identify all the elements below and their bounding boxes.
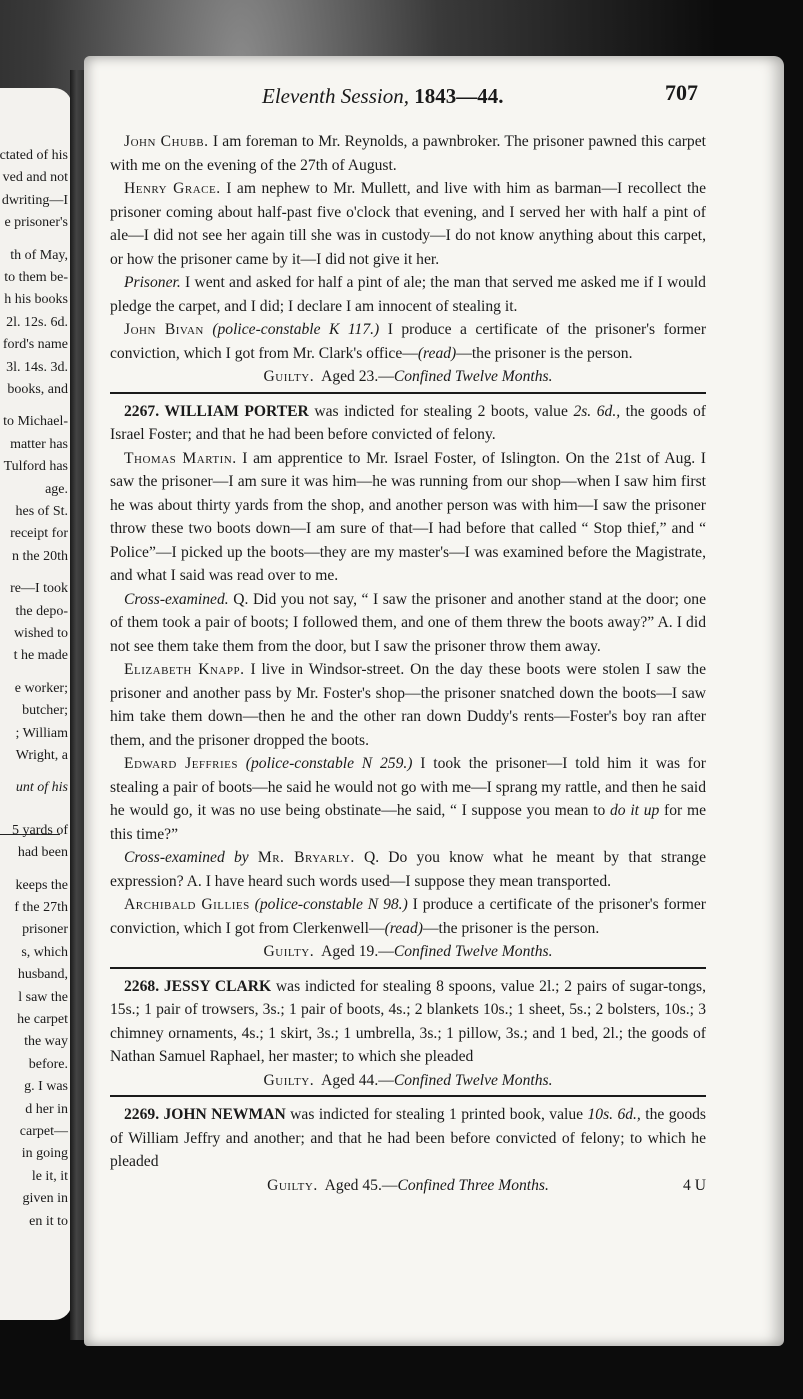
- facing-page-line: re—I took: [10, 581, 68, 597]
- facing-page-line: ved and not: [2, 170, 68, 186]
- facing-page-line: age.: [45, 481, 68, 497]
- verdict-word: Guilty.: [263, 368, 315, 385]
- facing-page-line: husband,: [17, 967, 68, 983]
- facing-page-line: dwriting—I: [1, 192, 68, 208]
- testimony-paragraph: [110, 271, 706, 318]
- page-body: [110, 130, 706, 1197]
- witness-name: Thomas Martin.: [124, 449, 237, 467]
- testimony-text: Q. Did you not say, “ I saw the prisoner and another stand at the door; one of them took a pair of boots; I followed them, and one of them threw the boots away?” A. I did not see them take them from the door, but I saw the prisoner throw them away.: [110, 590, 706, 655]
- read-note: (read): [417, 344, 457, 362]
- testimony-text: I produce a certificate of the prisoner's former conviction, which I got from Clerkenwell—: [110, 896, 706, 937]
- page-header: [84, 80, 784, 120]
- facing-page-line: ; William: [15, 725, 68, 741]
- testimony-text: —the prisoner is the person.: [456, 344, 633, 362]
- testimony-text: —the prisoner is the person.: [422, 919, 600, 937]
- case-intro: [110, 975, 706, 1069]
- facing-page-line: l saw the: [18, 989, 68, 1005]
- facing-page-line: receipt for: [10, 526, 68, 542]
- facing-page-line: keeps the: [15, 877, 68, 893]
- facing-page-left: [0, 88, 72, 1320]
- facing-page-line: carpet—: [19, 1124, 68, 1139]
- case-divider: [110, 392, 706, 394]
- facing-page-line: ctated of his: [0, 148, 68, 163]
- testimony-text: I produce a certificate of the prisoner's former conviction, which I got from Mr. Clark's office—: [110, 321, 707, 362]
- facing-page-line: he carpet: [17, 1012, 68, 1027]
- printer-signature: 4 U: [683, 1176, 706, 1194]
- cross-exam-label: Cross-examined by: [124, 849, 249, 866]
- witness-role: (police-constable N 98.): [254, 896, 408, 913]
- case-text: was indicted for stealing 1 printed book, value: [290, 1106, 584, 1123]
- facing-page-line: to Michael-: [3, 414, 68, 430]
- speaker-label: Prisoner.: [124, 274, 181, 291]
- witness-name: Elizabeth Knapp.: [124, 661, 245, 678]
- facing-page-line: hes of St.: [15, 504, 68, 519]
- facing-page-line: butcher;: [22, 703, 68, 719]
- verdict-line: [110, 1174, 706, 1198]
- witness-role: (police-constable N 259.): [245, 755, 413, 772]
- final-verdict-row: [110, 1174, 706, 1198]
- testimony-text: I went and asked for half a pint of ale; the man that served me asked me if I would pledge the carpet, and I did; I declare I am innocent of stealing it.: [110, 274, 706, 315]
- facing-page-line: en it to: [29, 1213, 68, 1229]
- verdict-line: [110, 365, 706, 389]
- witness-name: John Bivan: [124, 321, 204, 338]
- running-head-title: Eleventh Session,: [262, 84, 409, 108]
- testimony-paragraph: [110, 588, 706, 659]
- verdict-line: [110, 1069, 706, 1093]
- facing-page-line: in going: [21, 1146, 68, 1162]
- case-heading: 2269. JOHN NEWMAN: [124, 1106, 286, 1123]
- facing-page-line: the depo-: [15, 603, 68, 619]
- facing-page-line: to them be-: [4, 270, 68, 285]
- facing-page-line: s, which: [21, 944, 68, 960]
- running-head: [262, 84, 503, 109]
- verdict-line: [110, 940, 706, 964]
- case-intro: [110, 1103, 706, 1174]
- case-text: was indicted for stealing 2 boots, value: [314, 402, 568, 420]
- facing-page-line: given in: [22, 1191, 68, 1207]
- case-value: 10s. 6d.,: [587, 1106, 641, 1123]
- verdict-sentence: Confined Twelve Months.: [393, 368, 553, 385]
- counsel-name: Mr. Bryarly.: [257, 849, 355, 866]
- verdict-sentence: Confined Three Months.: [397, 1176, 549, 1194]
- verdict-sentence: Confined Twelve Months.: [393, 1071, 553, 1089]
- facing-page-line: before.: [28, 1056, 68, 1072]
- case-divider: [110, 1095, 706, 1097]
- case-text: was indicted for stealing 8 spoons, value 2l.; 2 pairs of sugar-tongs, 15s.; 1 pair of trowsers, 3s.; 1 pair of boots, 4s.; 2 blankets 10s.; 1 sheet, 5s.; 2 bolsters, 10s.; 3 chimney ornaments, 4s.; 1 skirt, 3s.; 1 umbrella, 3s.; 1 pillow, 3s.; and 1 bed, 2l.; the goods of Nathan Samuel Raphael, her master; to which she pleaded: [110, 977, 706, 1065]
- facing-page-line: wished to: [13, 626, 68, 641]
- facing-page-line: ford's name: [2, 337, 68, 353]
- case-intro: [110, 400, 706, 447]
- verdict-age: Aged 19.—: [321, 943, 394, 960]
- verdict-word: Guilty.: [263, 943, 315, 960]
- case-text: the goods of William Jeffry and another; and that he had been before convicted of felony; to which he pleaded: [110, 1106, 706, 1170]
- testimony-paragraph: [110, 658, 706, 752]
- witness-name: Edward Jeffries: [124, 755, 238, 772]
- facing-page-line: th of May,: [10, 247, 68, 263]
- facing-page-line: f the 27th: [14, 900, 68, 915]
- read-note: (read): [384, 919, 423, 937]
- case-divider: [110, 967, 706, 969]
- facing-page-line: e prisoner's: [4, 215, 68, 231]
- book-page: [84, 56, 784, 1346]
- verdict-age: Aged 44.—: [321, 1071, 394, 1089]
- page-number: 707: [665, 80, 698, 105]
- running-head-year: 1843—44.: [414, 84, 504, 108]
- facing-page-line: e worker;: [14, 680, 68, 696]
- facing-page-line: had been: [17, 845, 68, 861]
- testimony-paragraph: [110, 752, 706, 846]
- facing-page-line: the way: [24, 1034, 68, 1050]
- verdict-word: Guilty.: [267, 1176, 318, 1194]
- case-value: 2s. 6d.,: [573, 402, 621, 420]
- facing-page-line: matter has: [10, 436, 68, 452]
- verdict-sentence: Confined Twelve Months.: [393, 943, 553, 960]
- verdict-word: Guilty.: [263, 1071, 315, 1089]
- case-heading: 2267. WILLIAM PORTER: [124, 402, 309, 420]
- testimony-paragraph: [110, 130, 706, 177]
- witness-name: Henry Grace.: [124, 180, 221, 197]
- testimony-text: for me this time?”: [110, 802, 707, 843]
- testimony-paragraph: [110, 318, 706, 365]
- testimony-text: I am foreman to Mr. Reynolds, a pawnbroker. The prisoner pawned this carpet with me on the evening of the 27th of August.: [110, 133, 706, 174]
- testimony-text: I am apprentice to Mr. Israel Foster, of Islington. On the 21st of Aug. I saw the prisoner—I am sure it was him—he was running from our shop—when I saw him first he was about thirty yards from the shop, and another person was with him—I saw the prisoner throw these two boots down—I am sure of that—I had before that called “ Stop thief,” and “ Police”—I picked up the boots—they are my master's—I was examined before the Magistrate, and what I said was read over to me.: [110, 449, 706, 584]
- facing-page-rule: [0, 834, 60, 835]
- verdict-age: Aged 23.—: [321, 368, 394, 385]
- testimony-text: I am nephew to Mr. Mullett, and live with him as barman—I recollect the prisoner coming about half-past five o'clock that evening, and I served her with half a pint of ale—I did not see her again till she was in custody—I do not know anything about this carpet, or how the prisoner came by it—I did not give it her.: [110, 180, 707, 268]
- case-text: the goods of Israel Foster; and that he had been before convicted of felony.: [110, 402, 707, 443]
- testimony-paragraph: [110, 447, 706, 588]
- testimony-paragraph: [110, 846, 706, 893]
- quoted-phrase: do it up: [610, 802, 660, 819]
- facing-page-line: books, and: [7, 382, 68, 397]
- facing-page-line: t he made: [13, 648, 68, 664]
- cross-exam-label: Cross-examined.: [124, 590, 229, 608]
- facing-page-line: n the 20th: [12, 548, 68, 564]
- facing-page-line: unt of his: [15, 780, 68, 796]
- testimony-paragraph: [110, 893, 706, 940]
- facing-page-line: h his books: [4, 292, 68, 308]
- facing-page-line: g. I was: [24, 1079, 68, 1095]
- facing-page-line: 5 yards of: [12, 822, 68, 838]
- facing-page-line: le it, it: [31, 1168, 68, 1184]
- witness-role: (police-constable K 117.): [212, 321, 380, 338]
- verdict-age: Aged 45.—: [324, 1176, 398, 1194]
- facing-page-line: 2l. 12s. 6d.: [6, 314, 68, 330]
- testimony-paragraph: [110, 177, 706, 271]
- facing-page-line: Wright, a: [15, 748, 68, 763]
- facing-page-line: d her in: [25, 1101, 68, 1117]
- witness-name: John Chubb.: [124, 133, 209, 150]
- witness-name: Archibald Gillies: [124, 896, 250, 913]
- facing-page-line: prisoner: [22, 922, 68, 938]
- facing-page-line: Tulford has: [3, 459, 68, 475]
- case-heading: 2268. JESSY CLARK: [124, 977, 272, 995]
- testimony-text: I took the prisoner—I told him it was for stealing a pair of boots—he said he would not go with me—I sprang my rattle, and then he said he would go, it was no use being obstinate—he said, “ I suppose you mean to: [110, 755, 706, 819]
- facing-page-line: 3l. 14s. 3d.: [6, 359, 68, 375]
- testimony-text: I live in Windsor-street. On the day these boots were stolen I saw the prisoner and another pass by Mr. Foster's shop—the prisoner snatched down the boots—I saw him take them down—then he and the other ran down Duddy's rents—Foster's boy ran after them, and the prisoner dropped the boots.: [110, 661, 706, 749]
- testimony-text: Q. Do you know what he meant by that strange expression? A. I have heard such words used—I suppose they mean transported.: [110, 849, 706, 890]
